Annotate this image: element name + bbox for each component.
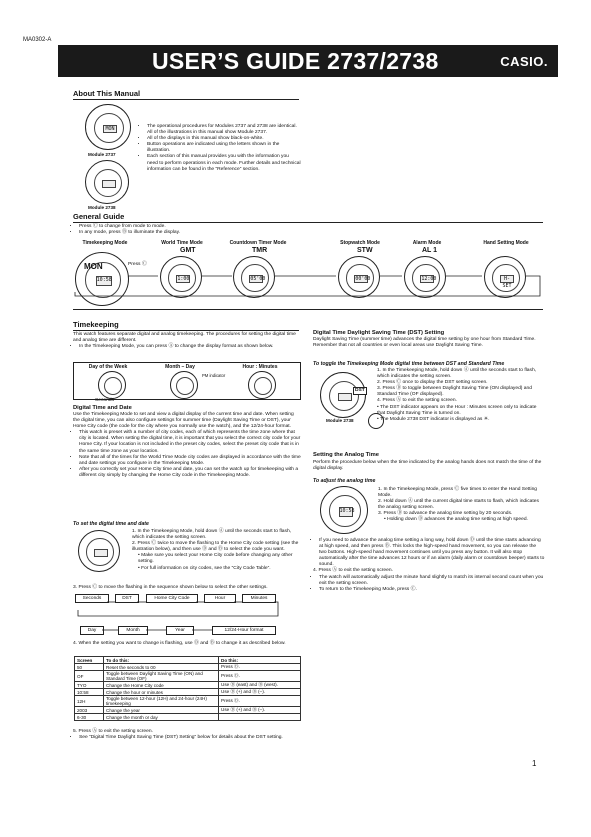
flow-year: Year — [166, 626, 194, 635]
flow-minutes: Minutes — [242, 594, 276, 603]
analog-text: Perform the procedure below when the time indicated by the analog hands does not match the time of the digital display. — [313, 460, 542, 472]
about-bullets — [141, 124, 301, 173]
dst-indicator-label: DST — [353, 387, 367, 395]
page-number: 1 — [532, 759, 537, 768]
pm-indicator-label: PM indicator — [202, 373, 226, 378]
flow-home-city: Home City Code — [146, 594, 198, 603]
watch-analog: 10:58 — [320, 486, 368, 534]
watch-timekeeping: 10:58 — [75, 252, 129, 306]
mode-label-countdown: Countdown Timer Mode — [229, 240, 287, 246]
watch-world-time: 1:00 — [160, 256, 202, 298]
watch-illustration-2738 — [85, 160, 129, 204]
step-5: 5. Press Ⓐ to exit the setting screen. • See “Digital Time Daylight Saving Time (DST) Setting” below for details about the DST setting. — [73, 729, 301, 741]
watch-hour-format — [248, 371, 276, 399]
flow-arrows — [72, 600, 282, 632]
display-mon: MON — [84, 262, 103, 271]
mode-label-world-time: World Time Mode — [161, 240, 203, 246]
module-2737-caption: Module 2737 — [88, 152, 116, 157]
watch-stopwatch: 00'00 — [338, 256, 380, 298]
display-al1: AL 1 — [422, 247, 438, 254]
flow-hour: Hour — [204, 594, 236, 603]
flow-seconds: Seconds — [75, 594, 109, 603]
dst-toggle-heading: To toggle the Timekeeping Mode digital time between DST and Standard Time — [313, 361, 505, 367]
general-bullet: • Press Ⓒ to change from mode to mode. — [79, 224, 373, 230]
step-4: 4. When the setting you want to change is flashing, use Ⓓ and Ⓑ to change it as described below. — [73, 641, 286, 646]
general-heading: General Guide — [73, 212, 125, 221]
digital-heading: Digital Time and Date — [73, 405, 132, 411]
table-row: TYO Change the Home City code Use Ⓓ (east) and Ⓑ (west). — [75, 682, 301, 689]
set-digital-heading: To set the digital time and date — [73, 521, 149, 527]
watch-hand-setting: H-SET — [484, 256, 526, 298]
flow-dst: DST — [115, 594, 139, 603]
table-row: 10:58 Change the hour or minutes Use Ⓓ (+) and Ⓑ (–). — [75, 689, 301, 696]
watch-illustration-2737: MON — [85, 104, 131, 150]
analog-bullets: • If you need to advance the analog time setting a long way, hold down Ⓓ until the time starts advancing at high speed, and then press Ⓑ. This locks the high-speed hand movement, so you can release the two buttons. High-speed hand movement continues until you press any button. It will also stop automatically after the time advances 12 hours or if an alarm (daily alarm or countdown beeper) starts to sound. 4. Press Ⓐ to exit the setting screen. • The watch will automatically adjust the minute hand slightly to match its internal second count when you exit the setting screen. • To return to the Timekeeping Mode, press Ⓒ. — [313, 538, 545, 593]
mode-cycle-arrows — [70, 274, 545, 304]
watch-day-format — [98, 371, 126, 399]
document-code: MA0302-A — [23, 37, 52, 43]
mode-label-stopwatch: Stopwatch Mode — [340, 240, 380, 246]
seconds-label: Seconds — [95, 398, 115, 403]
table-row: 12H Toggle between 12-hour (12H) and 24-hour (24H) timekeeping Press Ⓓ. — [75, 696, 301, 707]
table-row: OF Toggle between Daylight Saving Time (ON) and Standard Time (OF) Press Ⓓ. — [75, 671, 301, 682]
press-label: Press Ⓒ — [128, 262, 147, 267]
dst-module-caption: Module 2738 — [326, 418, 354, 423]
mode-label-hand-setting: Hand Setting Mode — [483, 240, 529, 246]
mode-label-alarm: Alarm Mode — [412, 240, 442, 246]
dst-heading: Digital Time Daylight Saving Time (DST) Setting — [313, 330, 445, 336]
step-3: 3. Press Ⓒ to move the flashing in the sequence shown below to select the other settings. — [73, 585, 268, 590]
format-month-day: Month – Day — [165, 364, 195, 370]
about-heading: About This Manual — [73, 89, 141, 98]
table-row: 50 Reset the seconds to 00 Press Ⓓ. — [75, 664, 301, 671]
format-day-of-week: Day of the Week — [88, 364, 128, 370]
general-bullet: • In any mode, press Ⓑ to illuminate the display. — [79, 230, 373, 236]
format-hour-minutes: Hour : Minutes — [242, 364, 278, 370]
table-row: 2003 Change the year Use Ⓓ (+) and Ⓑ (–). — [75, 707, 301, 714]
guide-title: USER’S GUIDE 2737/2738 — [152, 48, 439, 74]
watch-month-format — [170, 371, 198, 399]
casio-logo: CASIO. — [500, 54, 548, 69]
about-bullet: • Each section of this manual provides you with the information you need to perform operations in each mode. Further details and technical information can be found in the “Reference” section. — [147, 154, 301, 172]
display-tmr: TMR — [252, 247, 268, 254]
about-bullet: • All of the displays in this manual show black-on-white. — [147, 136, 301, 142]
dst-steps: 1. In the Timekeeping Mode, hold down Ⓐ until the seconds start to flash, which indicates the setting screen. 2. Press Ⓒ once to display the DST setting screen. 3. Press Ⓓ to toggle between Daylight Saving Time (ON displayed) and Standard Time (OF displayed). 4. Press Ⓐ to exit the setting screen. • The DST indicator appears on the Hour : Minutes screen only to indicate that Daylight Saving Time is turned on. • The Module 2738 DST indicator is displayed as ☀. — [377, 368, 537, 422]
timekeeping-heading: Timekeeping — [73, 320, 119, 329]
flow-month: Month — [118, 626, 148, 635]
about-bullet: • Button operations are indicated using the letters shown in the illustration. — [147, 142, 301, 154]
digital-text: Use the Timekeeping Mode to set and view a digital display of the current time and date. When setting the digital time, you can also configure settings for summer time (Daylight Saving Time or DST), your Home City code (the code for the city where you normally use the watch), and the 12/24-hour format. • This watch is preset with a number of city codes, each of which represents the time zone where that city is located. When setting the digital time, it is important that you select the correct city code for your Home City. If your location is not included in the preset city codes, select the preset city code that is in the same time zone as your location. • Note that all of the times for the World Time Mode city codes are displayed in accordance with the time and date settings you configure in the Timekeeping Mode. • After you correctly set your Home City time and date, you can set the watch up for timekeeping with a different city simply by changing the Home City code in the Timekeeping Mode. — [73, 412, 301, 479]
adjust-analog-heading: To adjust the analog time — [313, 478, 376, 484]
general-bullets — [73, 224, 373, 236]
analog-steps: 1. In the Timekeeping Mode, press Ⓒ five times to enter the Hand Setting Mode. 2. Hold down Ⓐ until the current digital time starts to flash, which indicates the analog setting screen. 3. Press Ⓓ to advance the analog time setting by 20 seconds. • Holding down Ⓓ advances the analog time setting at high speed. — [378, 487, 539, 523]
general-rule — [73, 222, 543, 223]
flow-12-24: 12/24-Hour format — [212, 626, 276, 635]
flow-day: Day — [80, 626, 104, 635]
display-gmt: GMT — [180, 247, 196, 254]
watch-countdown: 05'00 — [233, 256, 275, 298]
timekeeping-intro: This watch features separate digital and analog timekeeping. The procedures for setting the digital time and analog time are different. • In the Timekeeping Mode, you can press Ⓐ to change the display format as shown below. — [73, 332, 301, 350]
module-2738-caption: Module 2738 — [88, 205, 116, 210]
display-stw: STW — [357, 247, 373, 254]
about-bullet: • The operational procedures for Modules 2737 and 2738 are identical. All of the illustrations in this manual show Module 2737. — [147, 124, 301, 136]
settings-table: Screen To do this: Do this: 50 Reset the seconds to 00 Press Ⓓ. OF Toggle between Daylight Saving Time (ON) and Standard Time (OF) Press Ⓓ. TYO Change the Home City code Use Ⓓ (east) and Ⓑ (west). 10:58 Change the hour or minutes Use Ⓓ (+) and Ⓑ (–). 12H Toggle between 12-hour (12H) and 24-hour (24H) timekeeping Press Ⓓ. 2003 Change the year Use Ⓓ (+) and Ⓑ (–). 6-30 Change the month or day — [74, 656, 301, 721]
set-steps: 1. In the Timekeeping Mode, hold down Ⓐ until the seconds start to flash, which indicates the setting screen. 2. Press Ⓒ twice to move the flashing to the Home City code setting (see the illustration below), and then use Ⓓ and Ⓑ to select the code you want. • Make sure you select your Home City code before changing any other setting. • For full information on city codes, see the “City Code Table”. — [132, 529, 299, 571]
watch-setting — [78, 530, 120, 572]
timekeeping-rule — [73, 330, 299, 331]
table-row: 6-30 Change the month or day — [75, 714, 301, 721]
about-rule — [73, 99, 299, 100]
analog-heading: Setting the Analog Time — [313, 452, 380, 458]
title-banner — [58, 45, 558, 77]
watch-alarm: 12:00 — [404, 256, 446, 298]
mode-label-timekeeping: Timekeeping Mode — [82, 240, 128, 246]
dst-text: Daylight Saving Time (summer time) advances the digital time setting by one hour from Standard Time. Remember that not all countries or even local areas use Daylight Saving Time. — [313, 337, 536, 349]
general-bottom-rule — [73, 309, 543, 310]
